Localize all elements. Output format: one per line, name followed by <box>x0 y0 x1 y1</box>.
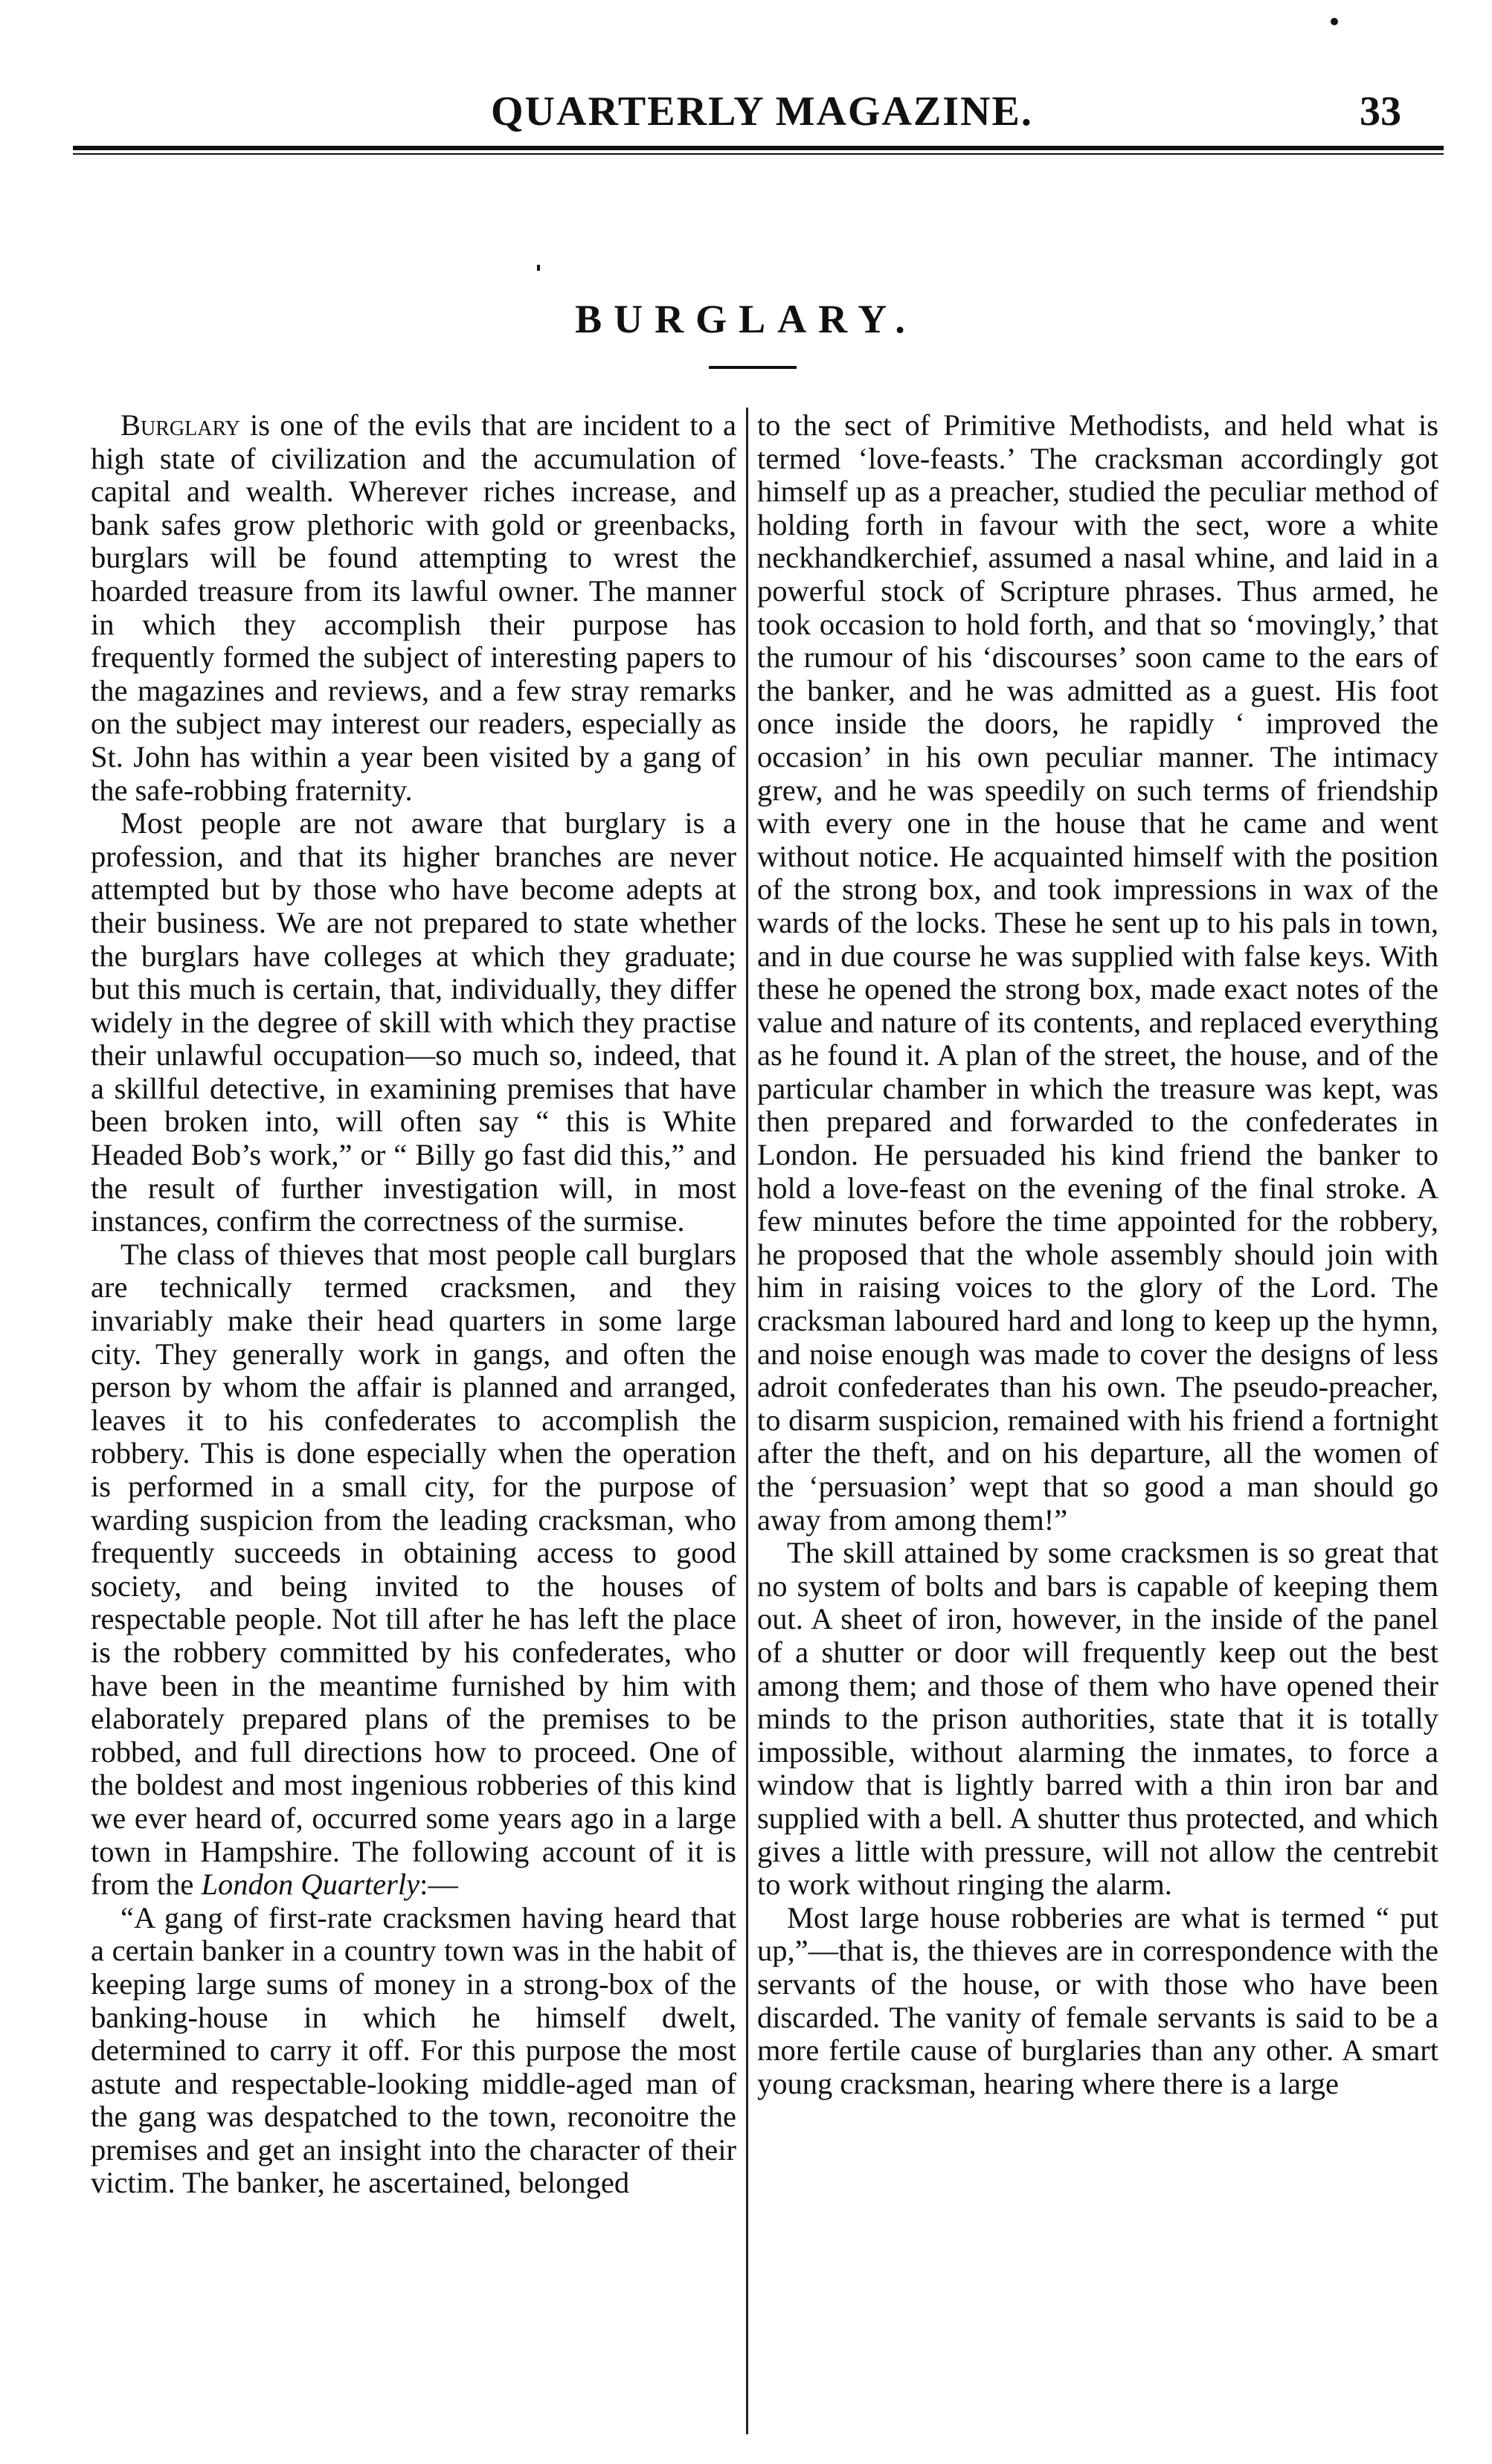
left-column <box>91 409 736 2436</box>
paragraph <box>91 409 736 807</box>
column-divider <box>746 408 748 2434</box>
paragraph-text: is one of the evils that are incident to a high state of civilization and the accumulation of capital and wealth. Wherever riches increase, and bank safes grow plethoric with gold or greenbacks, burglars will be found attempting to wrest the hoarded treasure from its lawful owner. The manner in which they accomplish their purpose has frequently formed the subject of interesting papers to the magazines and reviews, and a few stray remarks on the subject may interest our readers, especially as St. John has within a year been visited by a gang of the safe-robbing fraternity. <box>91 409 736 807</box>
header-rule-thin <box>73 153 1444 155</box>
paragraph: Most people are not aware that burglary is a profession, and that its higher branches are never attempted but by those who have become adepts at their business. We are not prepared to state whether the burglars have colleges at which they graduate; but this much is certain, that, individually, they differ widely in the degree of skill with which they practise their unlawful occupation—so much so, indeed, that a skillful detective, in examining premises that have been broken into, will often say “ this is White Headed Bob’s work,” or “ Billy go fast did this,” and the result of further investigation will, in most instances, confirm the correctness of the surmise. <box>91 806 736 1238</box>
header-rule-thick <box>73 146 1444 150</box>
paragraph: The skill attained by some cracksmen is so great that no system of bolts and bars is capable of keeping them out. A sheet of iron, however, in the inside of the panel of a shutter or door will frequently keep out the best among them; and those of them who have opened their minds to the prison authorities, state that it is totally impossible, without alarming the inmates, to force a window that is lightly barred with a thin iron bar and supplied with a bell. A shutter thus protected, and which gives a little with pressure, will not allow the centrebit to work without ringing the alarm. <box>757 1536 1438 1902</box>
paragraph: to the sect of Primitive Methodists, and held what is termed ‘love-feasts.’ The cracksman accordingly got himself up as a preacher, studied the peculiar method of holding forth in favour with the sect, wore a white neckhandkerchief, assumed a nasal whine, and laid in a powerful stock of Scripture phrases. Thus armed, he took occasion to hold forth, and that so ‘movingly,’ that the rumour of his ‘discourses’ soon came to the ears of the banker, and he was admitted as a guest. His foot once inside the doors, he rapidly ‘ improved the occasion’ in his own peculiar manner. The intimacy grew, and he was speedily on such terms of friendship with every one in the house that he came and went without notice. He acquainted himself with the position of the strong box, and took impressions in wax of the wards of the locks. These he sent up to his pals in town, and in due course he was supplied with false keys. With these he opened the strong box, made exact notes of the value and nature of its contents, and replaced everything as he found it. A plan of the street, the house, and of the particular chamber in which the treasure was kept, was then prepared and forwarded to the confederates in London. He persuaded his kind friend the banker to hold a love-feast on the evening of the final stroke. A few minutes before the time appointed for the robbery, he proposed that the whole assembly should join with him in raising voices to the glory of the Lord. The cracksman laboured hard and long to keep up the hymn, and noise enough was made to cover the designs of less adroit confederates than his own. The pseudo-preacher, to disarm suspicion, remained with his friend a fortnight after the theft, and on his departure, all the women of the ‘persuasion’ wept that so good a man should go away from among them!” <box>757 409 1438 1537</box>
running-title: QUARTERLY MAGAZINE. <box>491 89 1033 135</box>
source-title: London Quarterly <box>201 1868 420 1902</box>
right-column <box>757 409 1438 2436</box>
ink-mark <box>537 265 540 271</box>
lead-word: Burglary <box>120 409 240 442</box>
ink-dot <box>1331 18 1338 25</box>
paragraph: Most large house robberies are what is termed “ put up,”—that is, the thieves are in correspondence with the servants of the house, or with those who have been discarded. The vanity of female servants is said to be a more fertile cause of burglaries than any other. A smart young cracksman, hearing where there is a large <box>757 1900 1438 2100</box>
article-title: BURGLARY. <box>575 297 917 341</box>
page-number: 33 <box>1360 89 1401 135</box>
title-rule <box>709 366 797 369</box>
paragraph-text: The class of thieves that most people call burglars are technically termed cracksmen, and they invariably make their head quarters in some large city. They generally work in gangs, and often the person by whom the affair is planned and arranged, leaves it to his confederates to accomplish the robbery. This is done especially when the operation is performed in a small city, for the purpose of warding suspicion from the leading cracksman, who frequently succeeds in obtaining access to good society, and being invited to the houses of respectable people. Not till after he has left the place is the robbery committed by his confederates, who have been in the meantime furnished by him with elaborately prepared plans of the premises to be robbed, and full directions how to proceed. One of the boldest and most ingenious robberies of this kind we ever heard of, occurred some years ago in a large town in Hampshire. The following account of it is from the <box>91 1237 736 1902</box>
paragraph: “A gang of first-rate cracksmen having heard that a certain banker in a country town was in the habit of keeping large sums of money in a strong-box of the banking-house in which he himself dwelt, determined to carry it off. For this purpose the most astute and respectable-looking middle-aged man of the gang was despatched to the town, reconoitre the premises and get an insight into the character of their victim. The banker, he ascertained, belonged <box>91 1900 736 2200</box>
paragraph <box>91 1238 736 1902</box>
paragraph-text: :— <box>419 1868 458 1902</box>
